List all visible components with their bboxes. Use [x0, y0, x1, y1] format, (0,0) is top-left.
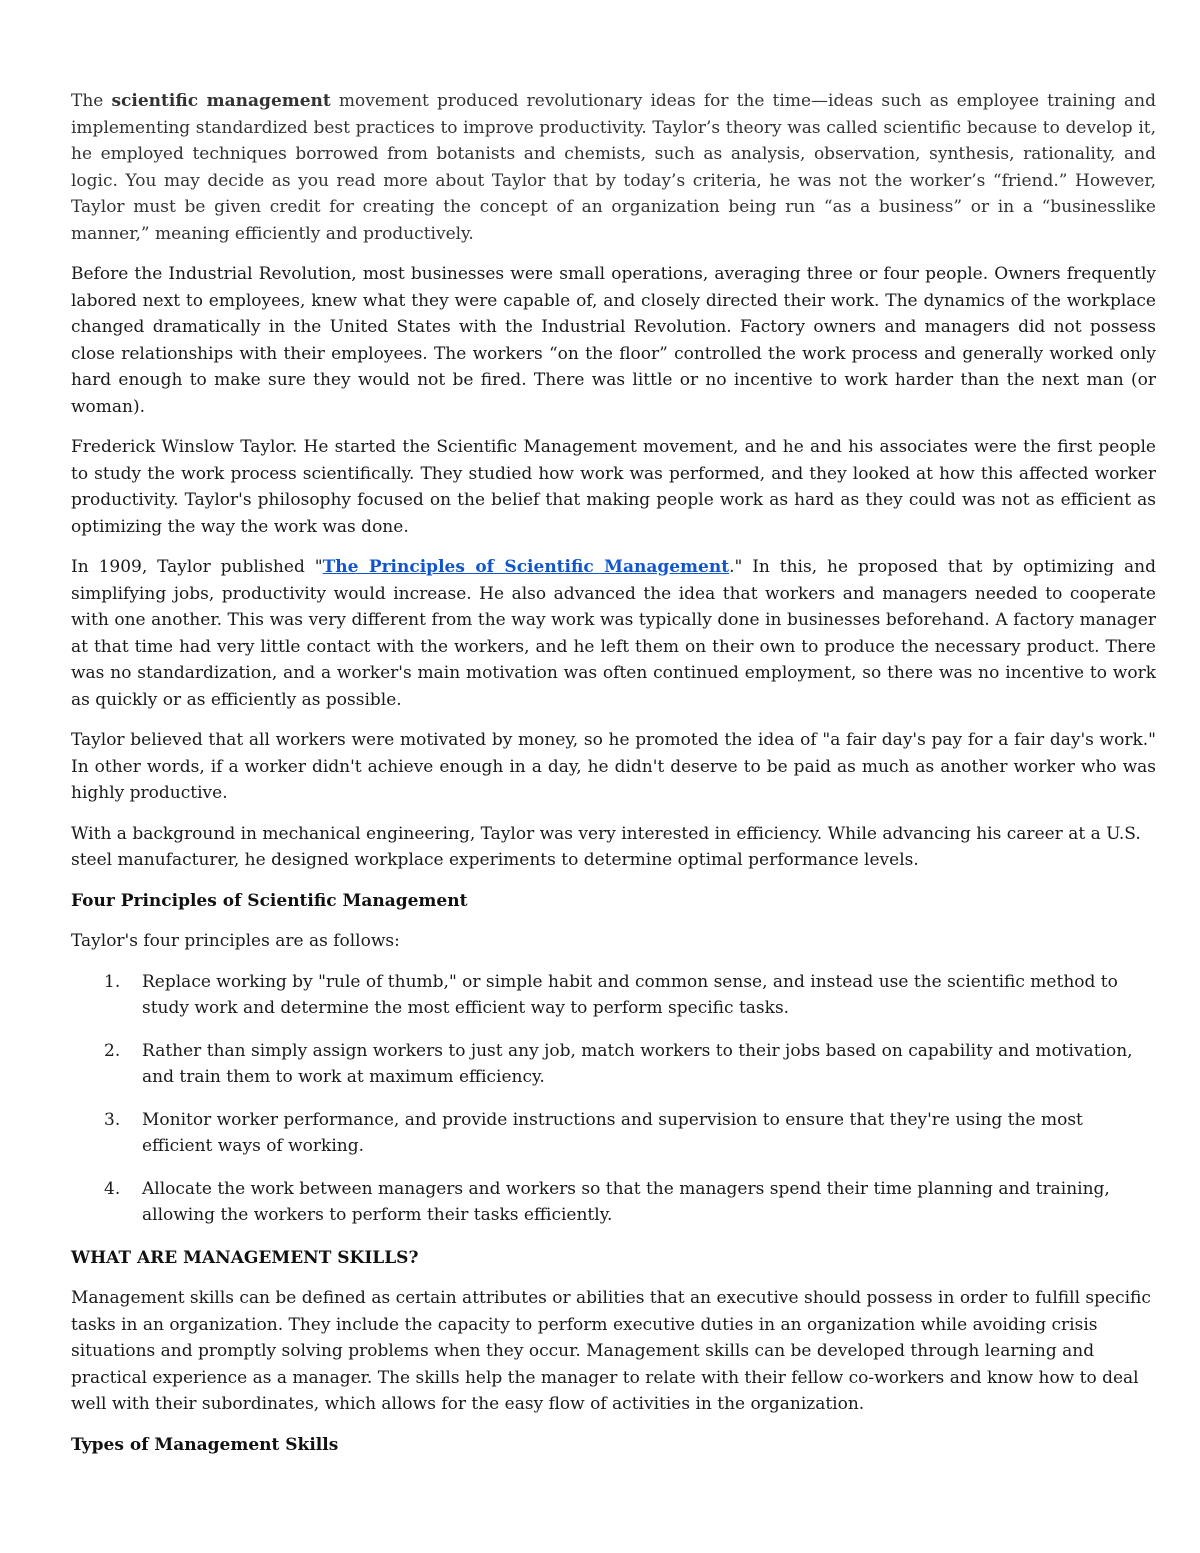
list-item-text: Monitor worker performance, and provide instructions and supervision to ensure that they're using the most efficient ways of working.: [142, 1109, 1083, 1156]
list-number: 4.: [104, 1178, 121, 1199]
document-page: [71, 88, 1156, 1472]
p1-post: movement produced revolutionary ideas for the time—ideas such as employee training and implementing standardized best practices to improve productivity. Taylor’s theory was called scientific because to develop it, he employed techniques borrowed from botanists and chemists, such as analysis, observation, synthesis, rationality, and logic. You may decide as you read more about Taylor that by today’s criteria, he was not the worker’s “friend.” However, Taylor must be given credit for creating the concept of an organization being run “as a business” or in a “businesslike manner,” meaning efficiently and productively.: [71, 91, 1156, 244]
management-skills-body: Management skills can be defined as certain attributes or abilities that an executive should possess in order to fulfill specific tasks in an organization. They include the capacity to perform executive duties in an organization while avoiding crisis situations and promptly solving problems when they occur. Management skills can be developed through learning and practical experience as a manager. The skills help the manager to relate with their fellow co-workers and know how to deal well with their subordinates, which allows for the easy flow of activities in the organization.: [71, 1288, 1151, 1414]
list-number: 3.: [104, 1109, 121, 1130]
list-item: [71, 969, 1156, 1022]
p4-pre: In 1909, Taylor published ": [71, 557, 323, 577]
paragraph-fair-days-pay: Taylor believed that all workers were motivated by money, so he promoted the idea of "a fair day's pay for a fair day's work." In other words, if a worker didn't achieve enough in a day, he didn't deserve to be paid as much as another worker who was highly productive.: [71, 730, 1156, 803]
list-number: 2.: [104, 1040, 121, 1061]
list-item-text: Replace working by "rule of thumb," or simple habit and common sense, and instead use the scientific method to study work and determine the most efficient way to perform specific tasks.: [142, 971, 1118, 1018]
paragraph-frederick-taylor: Frederick Winslow Taylor. He started the Scientific Management movement, and he and his associates were the first people to study the work process scientifically. They studied how work was performed, and they looked at how this affected worker productivity. Taylor's philosophy focused on the belief that making people work as hard as they could was not as efficient as optimizing the way the work was done.: [71, 437, 1156, 537]
paragraph-industrial-revolution: Before the Industrial Revolution, most businesses were small operations, averaging three or four people. Owners frequently labored next to employees, knew what they were capable of, and closely directed their work. The dynamics of the workplace changed dramatically in the United States with the Industrial Revolution. Factory owners and managers did not possess close relationships with their employees. The workers “on the floor” controlled the work process and generally worked only hard enough to make sure they would not be fired. There was little or no incentive to work harder than the next man (or woman).: [71, 264, 1156, 417]
paragraph-mechanical-engineering: With a background in mechanical engineering, Taylor was very interested in efficiency. While advancing his career at a U.S. steel manufacturer, he designed workplace experiments to determine optimal performance levels.: [71, 823, 1141, 870]
types-of-management-skills-heading: Types of Management Skills: [71, 1434, 339, 1455]
paragraph-scientific-management: [71, 88, 1156, 247]
paragraph-principles-publication: [71, 554, 1156, 713]
list-number: 1.: [104, 971, 121, 992]
term-scientific-management: scientific management: [111, 91, 331, 111]
list-item: [71, 1038, 1156, 1091]
list-item-text: Rather than simply assign workers to just any job, match workers to their jobs based on capability and motivation, and train them to work at maximum efficiency.: [142, 1040, 1133, 1087]
list-item: [71, 1107, 1156, 1160]
p1-pre: The: [71, 91, 112, 111]
management-skills-heading: WHAT ARE MANAGEMENT SKILLS?: [71, 1247, 419, 1268]
list-item: [71, 1176, 1156, 1229]
four-principles-heading: Four Principles of Scientific Management: [71, 890, 468, 911]
principles-book-link[interactable]: The Principles of Scientific Management: [322, 557, 730, 577]
p4-post: ." In this, he proposed that by optimizing and simplifying jobs, productivity would increase. He also advanced the idea that workers and managers needed to cooperate with one another. This was very different from the way work was typically done in businesses beforehand. A factory manager at that time had very little contact with the workers, and he left them on their own to produce the necessary product. There was no standardization, and a worker's main motivation was often continued employment, so there was no incentive to work as quickly or as efficiently as possible.: [71, 557, 1156, 710]
principles-list: [71, 969, 1156, 1229]
four-principles-intro: Taylor's four principles are as follows:: [71, 931, 400, 951]
list-item-text: Allocate the work between managers and workers so that the managers spend their time planning and training, allowing the workers to perform their tasks efficiently.: [142, 1178, 1110, 1225]
